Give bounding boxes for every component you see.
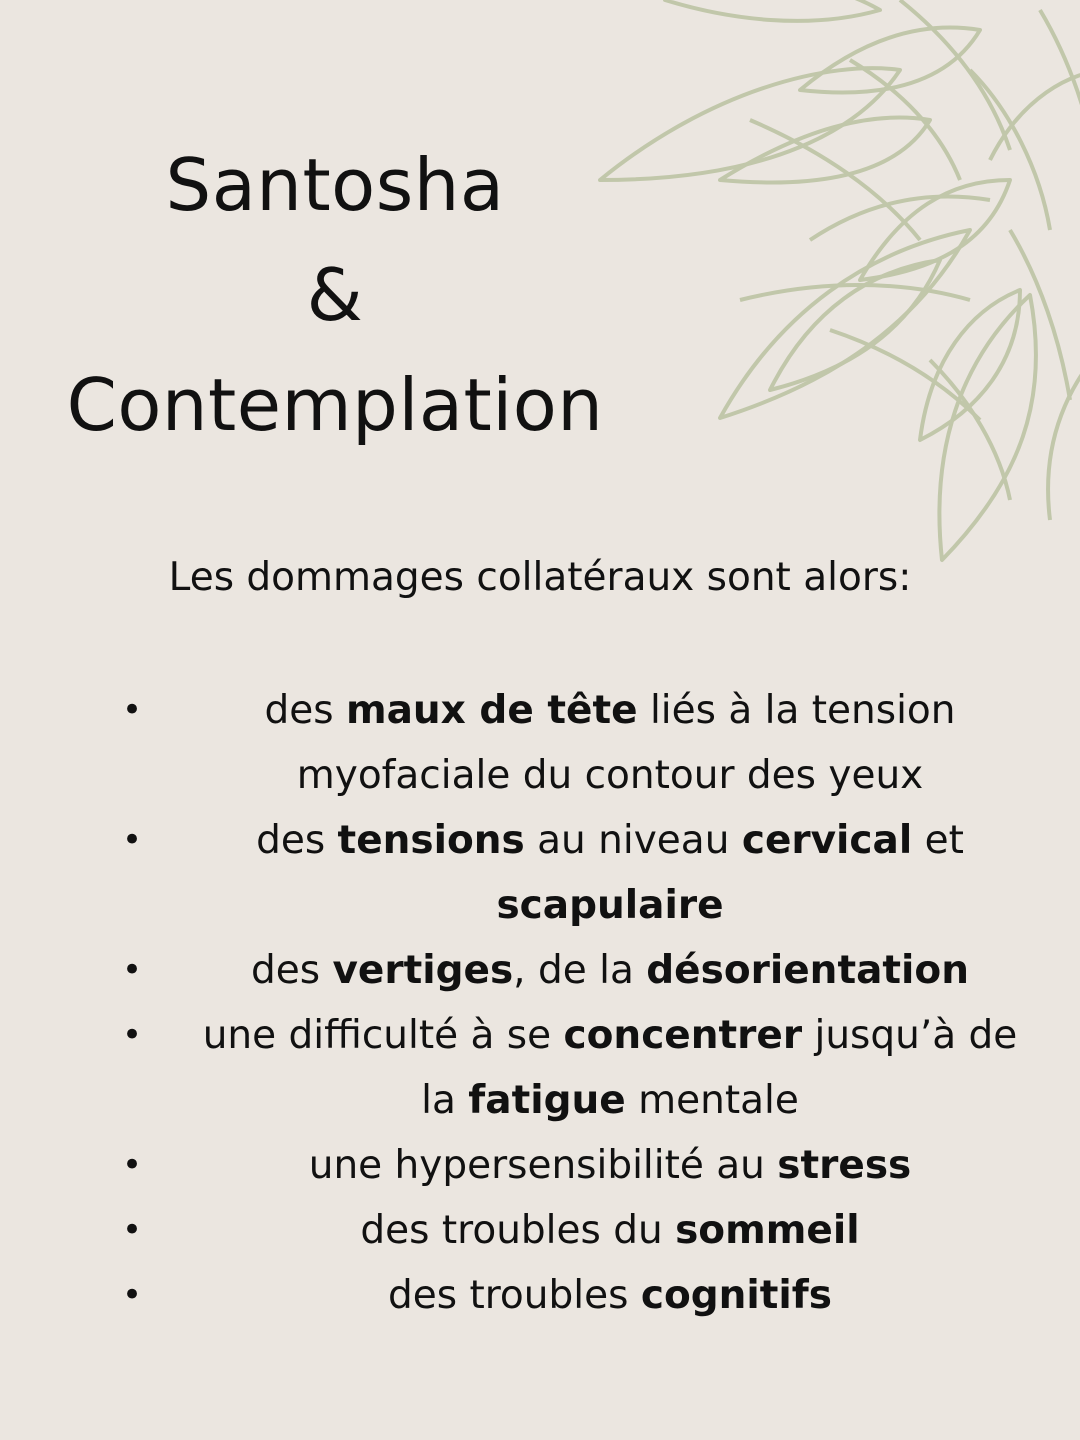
- bullet-icon: •: [122, 1210, 143, 1250]
- item-keyword: sommeil: [675, 1208, 860, 1253]
- title-block: [20, 130, 650, 460]
- bullet-icon: •: [122, 1275, 143, 1315]
- title-ampersand: &: [306, 253, 364, 337]
- list-item: [110, 1198, 1040, 1263]
- item-text: des: [256, 818, 338, 863]
- item-text: , de la: [513, 948, 647, 993]
- bullet-icon: •: [122, 820, 143, 860]
- intro-text: Les dommages collatéraux sont alors:: [168, 555, 912, 600]
- item-text: liés à la tension myofaciale du contour des yeux: [296, 688, 956, 798]
- item-keyword: cervical: [741, 818, 913, 863]
- list-item: [110, 1133, 1040, 1198]
- item-text: une difficulté à se: [202, 1013, 564, 1058]
- item-keyword: désorientation: [646, 948, 969, 993]
- item-text: jusqu’à de la: [421, 1013, 1018, 1123]
- bullet-icon: •: [122, 1145, 143, 1185]
- symptom-list: [110, 678, 1040, 1328]
- item-keyword: scapulaire: [496, 883, 724, 928]
- title-contemplation: Contemplation: [66, 363, 604, 447]
- list-item: [110, 1263, 1040, 1328]
- list-item: [110, 1003, 1040, 1133]
- item-text: des troubles: [388, 1273, 641, 1318]
- bullet-icon: •: [122, 950, 143, 990]
- item-keyword: maux de tête: [345, 688, 638, 733]
- item-text: une hypersensibilité au: [308, 1143, 778, 1188]
- item-keyword: stress: [777, 1143, 912, 1188]
- item-text: des: [251, 948, 333, 993]
- bullet-icon: •: [122, 690, 143, 730]
- item-keyword: cognitifs: [640, 1273, 832, 1318]
- item-keyword: concentrer: [563, 1013, 803, 1058]
- item-keyword: fatigue: [468, 1078, 626, 1123]
- item-text: des: [264, 688, 346, 733]
- list-item: [110, 678, 1040, 808]
- item-text: au niveau: [524, 818, 742, 863]
- title-santosha: Santosha: [165, 143, 505, 227]
- item-text: mentale: [625, 1078, 799, 1123]
- bullet-icon: •: [122, 1015, 143, 1055]
- item-text: des troubles du: [360, 1208, 676, 1253]
- item-keyword: tensions: [337, 818, 525, 863]
- list-item: [110, 938, 1040, 1003]
- item-text: et: [912, 818, 964, 863]
- item-keyword: vertiges: [332, 948, 514, 993]
- list-item: [110, 808, 1040, 938]
